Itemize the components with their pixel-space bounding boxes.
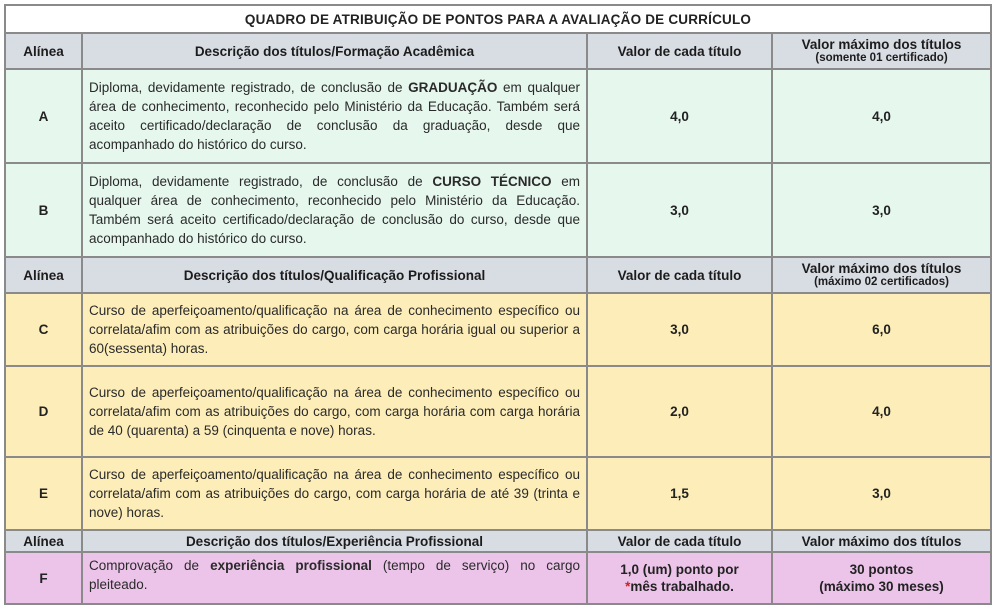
- row-description: Diploma, devidamente registrado, de conclusão de CURSO TÉCNICO em qualquer área de conhecimento, reconhecido pelo Ministério da Educação. Também será aceito certificado/declaração de conclusão do curso, desde que acompanhado do histórico do curso.: [82, 163, 587, 257]
- table-row-d: [5, 366, 991, 457]
- valor-maximo: 30 pontos (máximo 30 meses): [772, 552, 991, 604]
- header-row-formacao-academica: [5, 33, 991, 69]
- header-descricao: Descrição dos títulos/Formação Acadêmica: [82, 33, 587, 69]
- header-alinea: Alínea: [5, 257, 82, 293]
- header-maximo-note: (somente 01 certificado): [815, 52, 948, 64]
- header-alinea: Alínea: [5, 530, 82, 552]
- header-descricao: Descrição dos títulos/Qualificação Profissional: [82, 257, 587, 293]
- valor-cada-titulo: 1,0 (um) ponto por *mês trabalhado.: [587, 552, 772, 604]
- table-row-e: [5, 457, 991, 530]
- header-descricao: Descrição dos títulos/Experiência Profissional: [82, 530, 587, 552]
- valor-cada-titulo: 4,0: [587, 69, 772, 163]
- header-maximo-note: (máximo 02 certificados): [814, 276, 949, 288]
- table-row-c: [5, 293, 991, 366]
- table-row-b: [5, 163, 991, 257]
- valor-maximo: 3,0: [772, 457, 991, 530]
- row-description: Diploma, devidamente registrado, de conclusão de GRADUAÇÃO em qualquer área de conhecimento, reconhecido pelo Ministério da Educação. Também será aceito certificado/declaração de conclusão da graduação, desde que acompanhado do histórico do curso.: [82, 69, 587, 163]
- alinea-letter: B: [5, 163, 82, 257]
- curriculum-points-table: [4, 4, 992, 605]
- asterisk-marker: *: [625, 579, 631, 594]
- alinea-letter: D: [5, 366, 82, 457]
- alinea-letter: C: [5, 293, 82, 366]
- header-maximo: Valor máximo dos títulos (somente 01 certificado): [772, 33, 991, 69]
- row-description: Curso de aperfeiçoamento/qualificação na área de conhecimento específico ou correlata/afim com as atribuições do cargo, com carga horária com carga horária de 40 (quarenta) a 59 (cinquenta e nove) horas.: [82, 366, 587, 457]
- header-row-qualificacao-profissional: [5, 257, 991, 293]
- valor-maximo: 6,0: [772, 293, 991, 366]
- table-row-a: [5, 69, 991, 163]
- row-description: Comprovação de experiência profissional (tempo de serviço) no cargo pleiteado.: [82, 552, 587, 604]
- header-alinea: Alínea: [5, 33, 82, 69]
- table-title: QUADRO DE ATRIBUIÇÃO DE PONTOS PARA A AVALIAÇÃO DE CURRÍCULO: [5, 5, 991, 33]
- valor-cada-titulo: 3,0: [587, 293, 772, 366]
- valor-cada-titulo: 1,5: [587, 457, 772, 530]
- header-row-experiencia-profissional: [5, 530, 991, 552]
- alinea-letter: F: [5, 552, 82, 604]
- header-valor: Valor de cada título: [587, 33, 772, 69]
- valor-cada-titulo: 3,0: [587, 163, 772, 257]
- valor-maximo: 3,0: [772, 163, 991, 257]
- row-description: Curso de aperfeiçoamento/qualificação na área de conhecimento específico ou correlata/afim com as atribuições do cargo, com carga horária de até 39 (trinta e nove) horas.: [82, 457, 587, 530]
- header-valor: Valor de cada título: [587, 530, 772, 552]
- header-maximo: Valor máximo dos títulos (máximo 02 certificados): [772, 257, 991, 293]
- header-valor: Valor de cada título: [587, 257, 772, 293]
- valor-cada-titulo: 2,0: [587, 366, 772, 457]
- row-description: Curso de aperfeiçoamento/qualificação na área de conhecimento específico ou correlata/afim com as atribuições do cargo, com carga horária igual ou superior a 60(sessenta) horas.: [82, 293, 587, 366]
- alinea-letter: A: [5, 69, 82, 163]
- valor-maximo: 4,0: [772, 366, 991, 457]
- alinea-letter: E: [5, 457, 82, 530]
- header-maximo: Valor máximo dos títulos: [772, 530, 991, 552]
- table-row-f: [5, 552, 991, 604]
- valor-maximo: 4,0: [772, 69, 991, 163]
